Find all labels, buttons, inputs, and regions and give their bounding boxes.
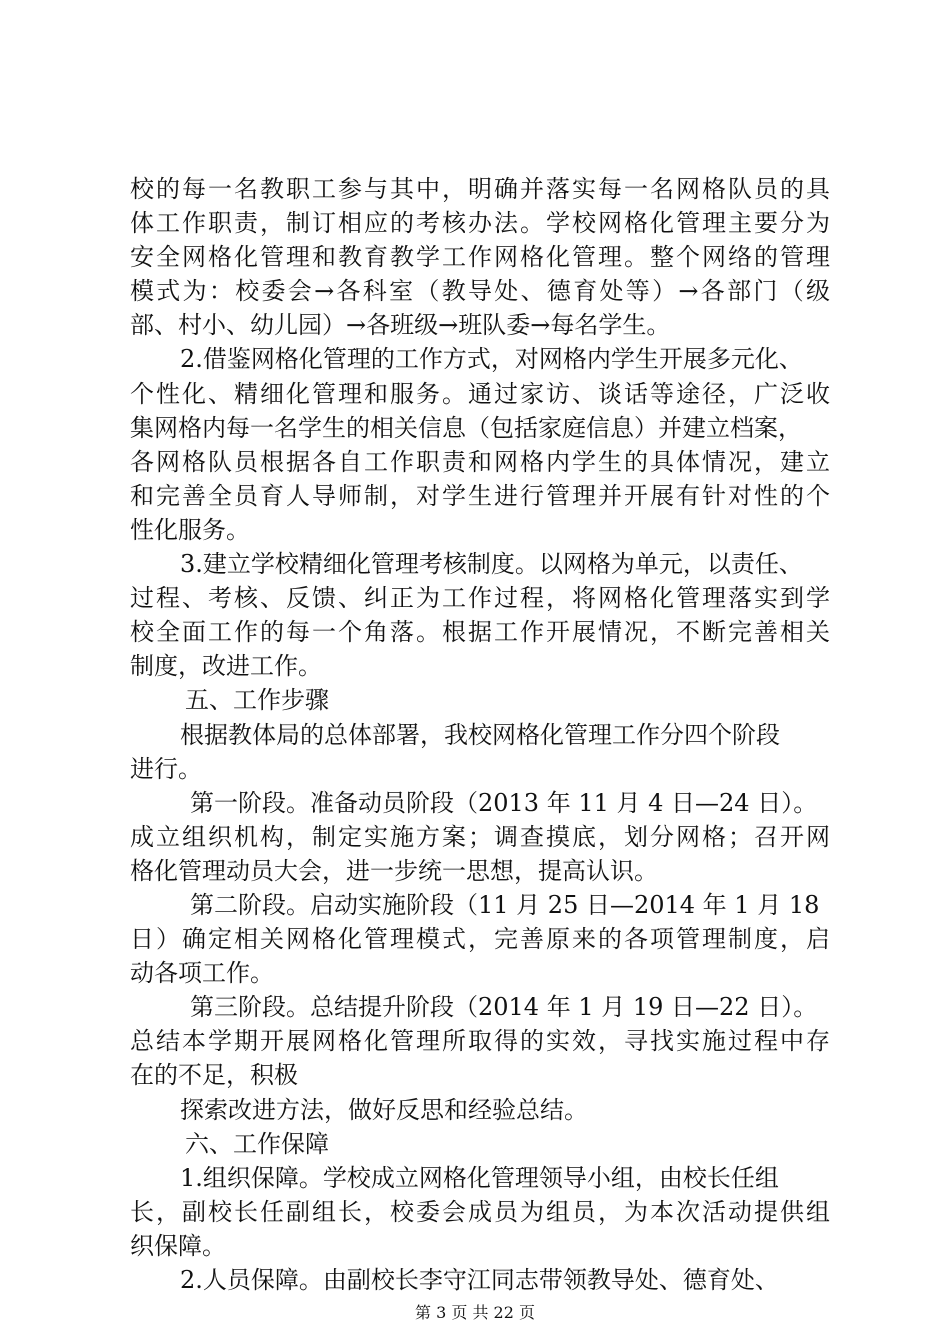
text-line: 安全网格化管理和教育教学工作网格化管理。整个网络的管理 [130,243,830,272]
text-line: 探索改进方法，做好反思和经验总结。 [180,1095,588,1124]
text-line: 制度，改进工作。 [130,652,322,681]
text-line: 第三阶段。总结提升阶段（2014 年 1 月 19 日—22 日）。 [190,993,818,1022]
page-footer: 第 3 页 共 22 页 [415,1303,535,1322]
text-line: 日）确定相关网格化管理模式，完善原来的各项管理制度，启 [130,925,830,954]
text-line: 第一阶段。准备动员阶段（2013 年 11 月 4 日—24 日）。 [190,788,818,817]
text-line: 和完善全员育人导师制，对学生进行管理并开展有针对性的个 [130,481,830,510]
text-line: 成立组织机构，制定实施方案；调查摸底，划分网格；召开网 [130,822,830,851]
text-line: 织保障。 [130,1231,226,1260]
text-line: 集网格内每一名学生的相关信息（包括家庭信息）并建立档案， [130,413,802,442]
text-line: 根据教体局的总体部署，我校网格化管理工作分四个阶段 [180,720,780,749]
text-line: 2.借鉴网格化管理的工作方式，对网格内学生开展多元化、 [180,345,803,374]
text-line: 进行。 [130,754,202,783]
text-line: 总结本学期开展网格化管理所取得的实效，寻找实施过程中存 [130,1027,830,1056]
text-line: 性化服务。 [130,515,250,544]
text-line: 校全面工作的每一个角落。根据工作开展情况，不断完善相关 [130,618,830,647]
text-line: 校的每一名教职工参与其中，明确并落实每一名网格队员的具 [130,175,830,203]
text-line: 各网格队员根据各自工作职责和网格内学生的具体情况，建立 [130,447,830,476]
section-heading: 五、工作步骤 [185,686,329,715]
text-line: 模式为：校委会→各科室（教导处、德育处等）→各部门（级 [130,277,830,306]
text-line: 第二阶段。启动实施阶段（11 月 25 日—2014 年 1 月 18 [190,890,820,919]
text-line: 1.组织保障。学校成立网格化管理领导小组，由校长任组 [180,1163,779,1192]
text-line: 体工作职责，制订相应的考核办法。学校网格化管理主要分为 [130,209,830,238]
text-line: 过程、考核、反馈、纠正为工作过程，将网格化管理落实到学 [130,584,830,613]
text-line: 部、村小、幼儿园）→各班级→班队委→每名学生。 [130,311,671,340]
text-line: 动各项工作。 [130,959,274,988]
text-line: 个性化、精细化管理和服务。通过家访、谈话等途径，广泛收 [130,379,830,408]
text-line: 格化管理动员大会，进一步统一思想，提高认识。 [130,856,658,885]
document-body [130,172,830,1297]
text-line: 长，副校长任副组长，校委会成员为组员，为本次活动提供组 [130,1197,830,1226]
text-line: 3.建立学校精细化管理考核制度。以网格为单元，以责任、 [180,550,803,579]
section-heading: 六、工作保障 [185,1129,329,1158]
text-line: 在的不足，积极 [130,1061,298,1090]
text-line: 2.人员保障。由副校长李守江同志带领教导处、德育处、 [180,1266,779,1294]
